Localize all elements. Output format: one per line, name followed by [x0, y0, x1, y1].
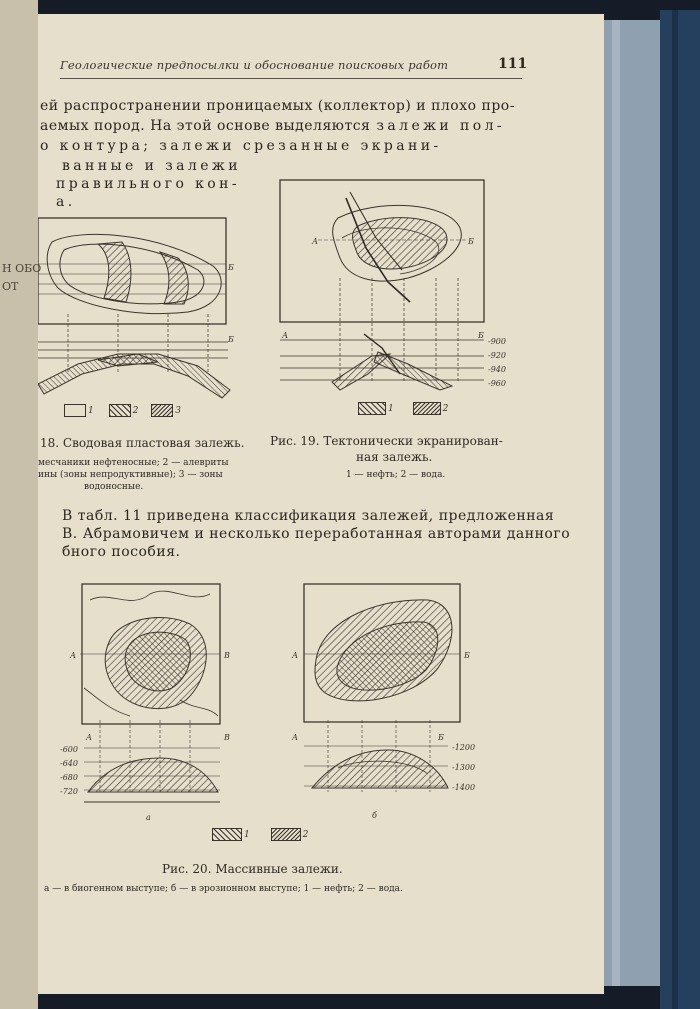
header-rule: [60, 78, 522, 79]
depth-label: -920: [488, 351, 506, 360]
figure-20-caption: Рис. 20. Массивные залежи.: [162, 862, 343, 876]
figure-18-legend: 1 2 3: [64, 404, 181, 417]
depth-label: -900: [488, 337, 506, 346]
left-page-fragment: Н ОБО: [2, 262, 42, 275]
svg-text:Б: Б: [478, 331, 484, 340]
running-header: Геологические предпосылки и обоснование поисковых работ: [60, 58, 449, 72]
depth-label: -600: [60, 745, 78, 754]
svg-text:В: В: [224, 733, 230, 742]
body-line: В. Абрамовичем и несколько переработанная авторами данного: [62, 526, 571, 542]
figure-19-legend: 1 2: [358, 402, 448, 415]
body-line: В табл. 11 приведена классификация залежей, предложенная: [62, 508, 555, 524]
subfigure-label: б: [372, 811, 377, 820]
figure-20-legend-text: а — в биогенном выступе; б — в эрозионном выступе; 1 — нефть; 2 — вода.: [44, 884, 403, 894]
depth-label: -940: [488, 365, 506, 374]
svg-text:Б: Б: [464, 651, 470, 660]
left-page-edge: [0, 0, 38, 1009]
body-line-spaced: правильного кон-: [56, 176, 240, 192]
book-spine: [660, 10, 700, 1009]
figure-20a-drawing: [60, 580, 240, 824]
depth-label: -640: [60, 759, 78, 768]
body-line-spaced: залежи пол-: [376, 118, 505, 134]
body-line-head: аемых пород. На этой основе выделяются: [40, 118, 371, 134]
figure-19-drawing: [278, 178, 524, 394]
figure-19-caption: Рис. 19. Тектонически экранирован-: [270, 434, 503, 448]
page-number: 111: [498, 56, 528, 72]
svg-text:Б: Б: [438, 733, 444, 742]
figure-18-drawing: [38, 214, 238, 400]
body-line-spaced: ванные и залежи: [62, 158, 241, 174]
depth-label: -680: [60, 773, 78, 782]
depth-label: -1200: [452, 743, 476, 752]
figure-18-legend-text: водоносные.: [84, 482, 144, 492]
body-line: [40, 118, 505, 134]
figure-20-legend: 1 2: [212, 828, 308, 841]
figure-19-legend-text: 1 — нефть; 2 — вода.: [346, 470, 446, 480]
figure-18-legend-text: месчаники нефтеносные; 2 — алевриты: [38, 458, 229, 468]
body-line-spaced: о контура; залежи срезанные экрани-: [40, 138, 442, 154]
figure-18-caption: 18. Сводовая пластовая залежь.: [40, 436, 245, 450]
svg-text:А: А: [292, 651, 299, 660]
svg-text:В: В: [224, 651, 230, 660]
depth-label: -1400: [452, 783, 476, 792]
svg-text:А: А: [292, 733, 299, 742]
svg-text:Б: Б: [228, 263, 234, 272]
figure-20b-drawing: [288, 580, 488, 824]
figure-19-caption: ная залежь.: [356, 450, 433, 464]
depth-label: -960: [488, 379, 506, 388]
svg-text:А: А: [70, 651, 77, 660]
svg-text:А: А: [282, 331, 289, 340]
figure-18-legend-text: ины (зоны непродуктивные); 3 — зоны: [38, 470, 223, 480]
svg-text:Б: Б: [228, 335, 234, 344]
svg-text:А: А: [312, 237, 319, 246]
body-line: бного пособия.: [62, 544, 181, 560]
svg-text:Б: Б: [468, 237, 474, 246]
left-page-fragment: ОТ: [2, 280, 19, 293]
depth-label: -1300: [452, 763, 476, 772]
body-line: ей распространении проницаемых (коллектор) и плохо про-: [40, 98, 515, 114]
depth-label: -720: [60, 787, 78, 796]
subfigure-label: а: [146, 813, 151, 822]
svg-text:А: А: [86, 733, 93, 742]
body-line-spaced: а.: [56, 194, 76, 210]
